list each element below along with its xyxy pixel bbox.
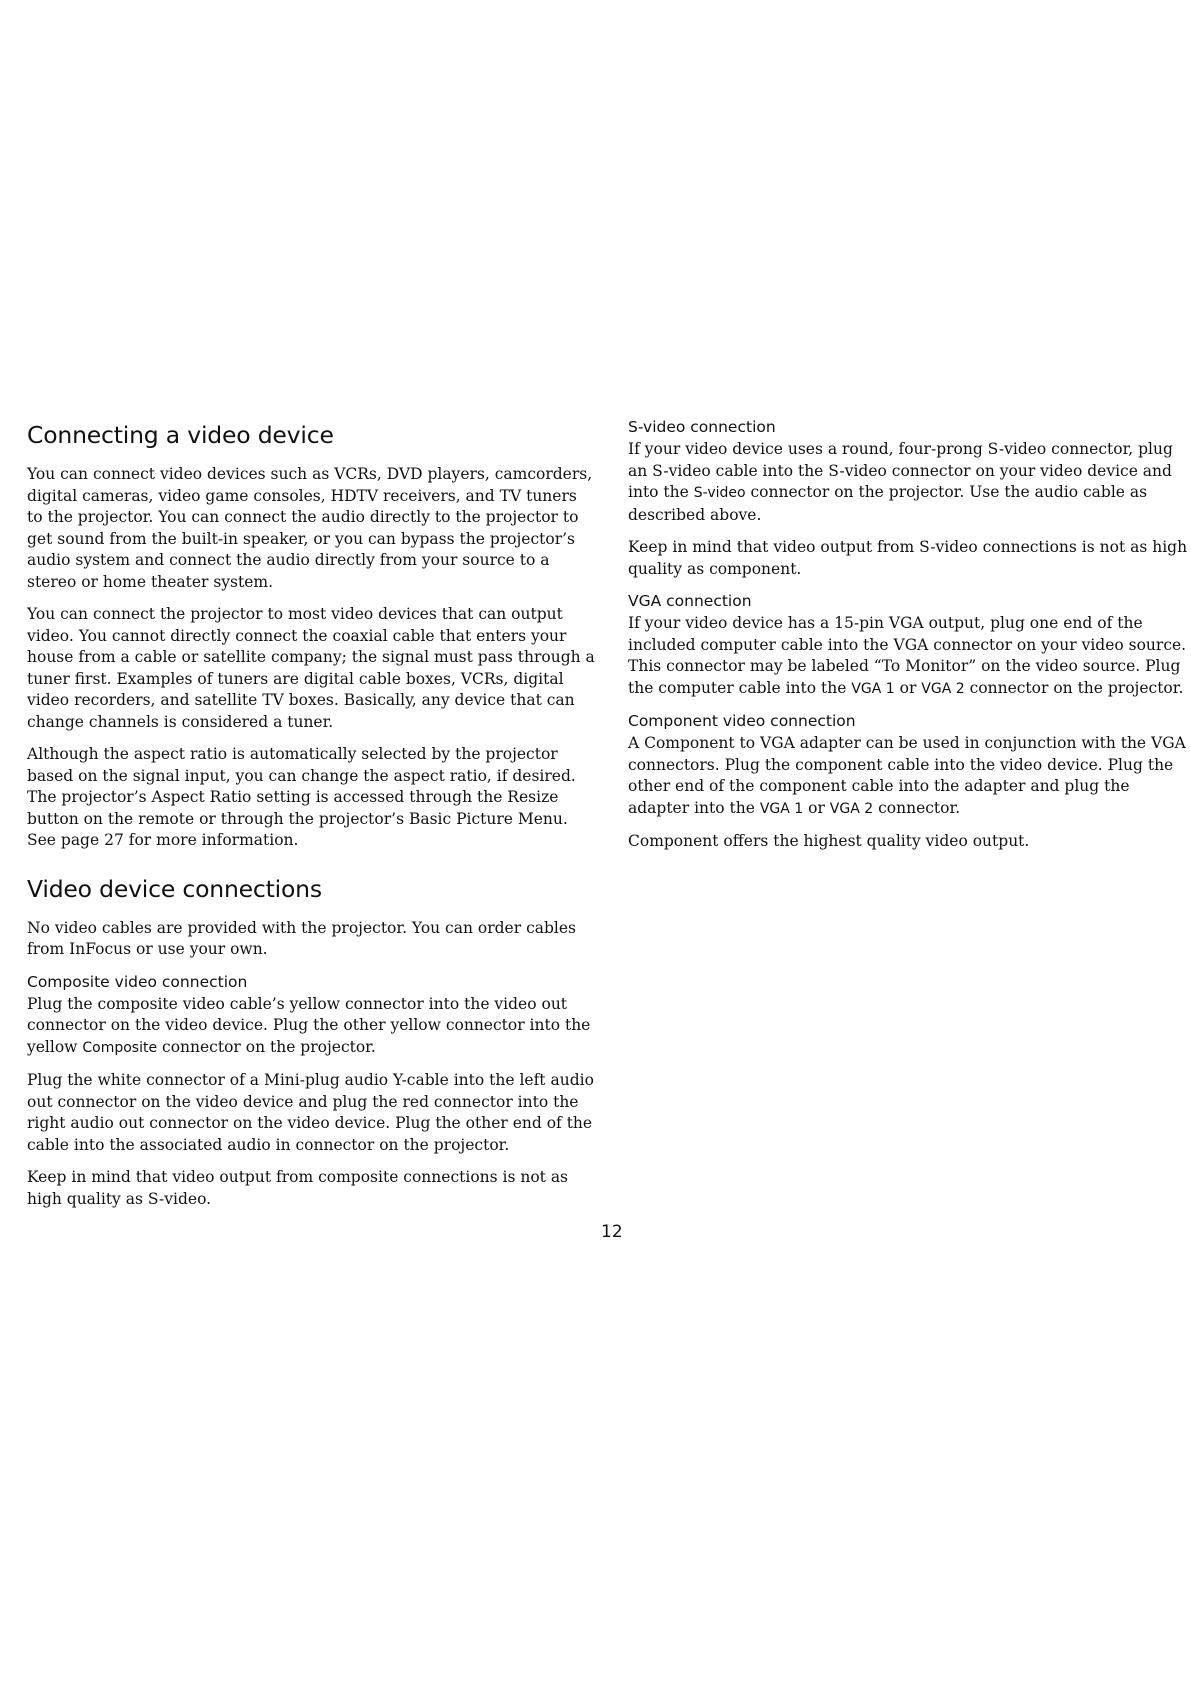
keyword-svideo: S-video [693,485,746,501]
text-run: or [803,798,830,817]
paragraph-composite [27,994,595,1060]
paragraph-component-quality: Component offers the highest quality video output. [628,832,1030,850]
keyword-vga2: VGA 2 [829,800,874,817]
section-title-connecting-video-device: Connecting a video device [27,421,334,449]
text-run: or [894,678,922,697]
text-run: connector on the projector. [964,678,1184,697]
section-title-video-device-connections: Video device connections [27,874,322,903]
keyword-vga1: VGA 1 [851,680,895,697]
right-column [628,420,1188,864]
text-run: If your video device has a 15-pin VGA output, plug one end of the included computer cable into the VGA connector on your video source. This connector may be labeled “To Monitor” on the video source. Plug the computer cable into the [628,614,1187,697]
paragraph-composite-quality: Keep in mind that video output from composite connections is not as high quality as S-video. [27,1168,569,1208]
text-run: connector on the projector. [157,1037,376,1056]
text-run: If your video device uses a round, four-prong S-video connector, plug an S-video cable into the S-video connector on your video device and into the [628,440,1173,501]
text-run: connector. [873,798,961,817]
paragraph-aspect-ratio: Although the aspect ratio is automatically selected by the projector based on the signal input, you can change the aspect ratio, if desired. The projector’s Aspect Ratio setting is accessed through the Resize button on the remote or through the projector’s Basic Picture Menu. See page 27 for more information. [27,745,576,849]
paragraph-svideo [628,439,1188,526]
subheading-composite: Composite video connection [27,972,248,991]
paragraph-component [628,733,1188,820]
text-run: connector on the projector. Use the audio cable as described above. [628,483,1148,524]
paragraph-cables: No video cables are provided with the projector. You can order cables from InFocus or use your own. [27,918,576,958]
text-run: A Component to VGA adapter can be used in conjunction with the VGA connectors. Plug the component cable into the video device. Plug the other end of the component cable into the adapter and plug the adapter into the [628,734,1186,817]
left-column [27,420,595,1221]
paragraph-audio-cable: Plug the white connector of a Mini-plug audio Y-cable into the left audio out connector on the video device and plug the red connector into the right audio out connector on the video device. Plug the other end of the cable into the associated audio in connector on the projector. [27,1071,594,1154]
subheading-component: Component video connection [628,712,856,730]
keyword-vga1: VGA 1 [759,800,804,817]
page-number: 12 [601,1222,623,1242]
paragraph-video-devices: You can connect the projector to most video devices that can output video. You cannot directly connect the coaxial cable that enters your house from a cable or satellite company; the signal must pass through a tuner first. Examples of tuners are digital cable boxes, VCRs, digital video recorders, and satellite TV boxes. Basically, any device that can change channels is considered a tuner. [27,605,595,731]
paragraph-intro: You can connect video devices such as VCRs, DVD players, camcorders, digital cameras, video game consoles, HDTV receivers, and TV tuners to the projector. You can connect the audio directly to the projector to get sound from the built-in speaker, or you can bypass the projector’s audio system and connect the audio directly from your source to a stereo or home theater system. [27,465,593,591]
paragraph-svideo-quality: Keep in mind that video output from S-video connections is not as high quality as component. [628,538,1188,578]
paragraph-vga [628,613,1188,700]
subheading-vga: VGA connection [628,592,752,610]
subheading-svideo: S-video connection [628,418,776,436]
text-run: Plug the composite video cable’s yellow connector into the video out connector on the video device. Plug the other yellow connector into the yellow [27,994,591,1056]
keyword-vga2: VGA 2 [921,680,965,697]
keyword-composite: Composite [82,1039,158,1056]
